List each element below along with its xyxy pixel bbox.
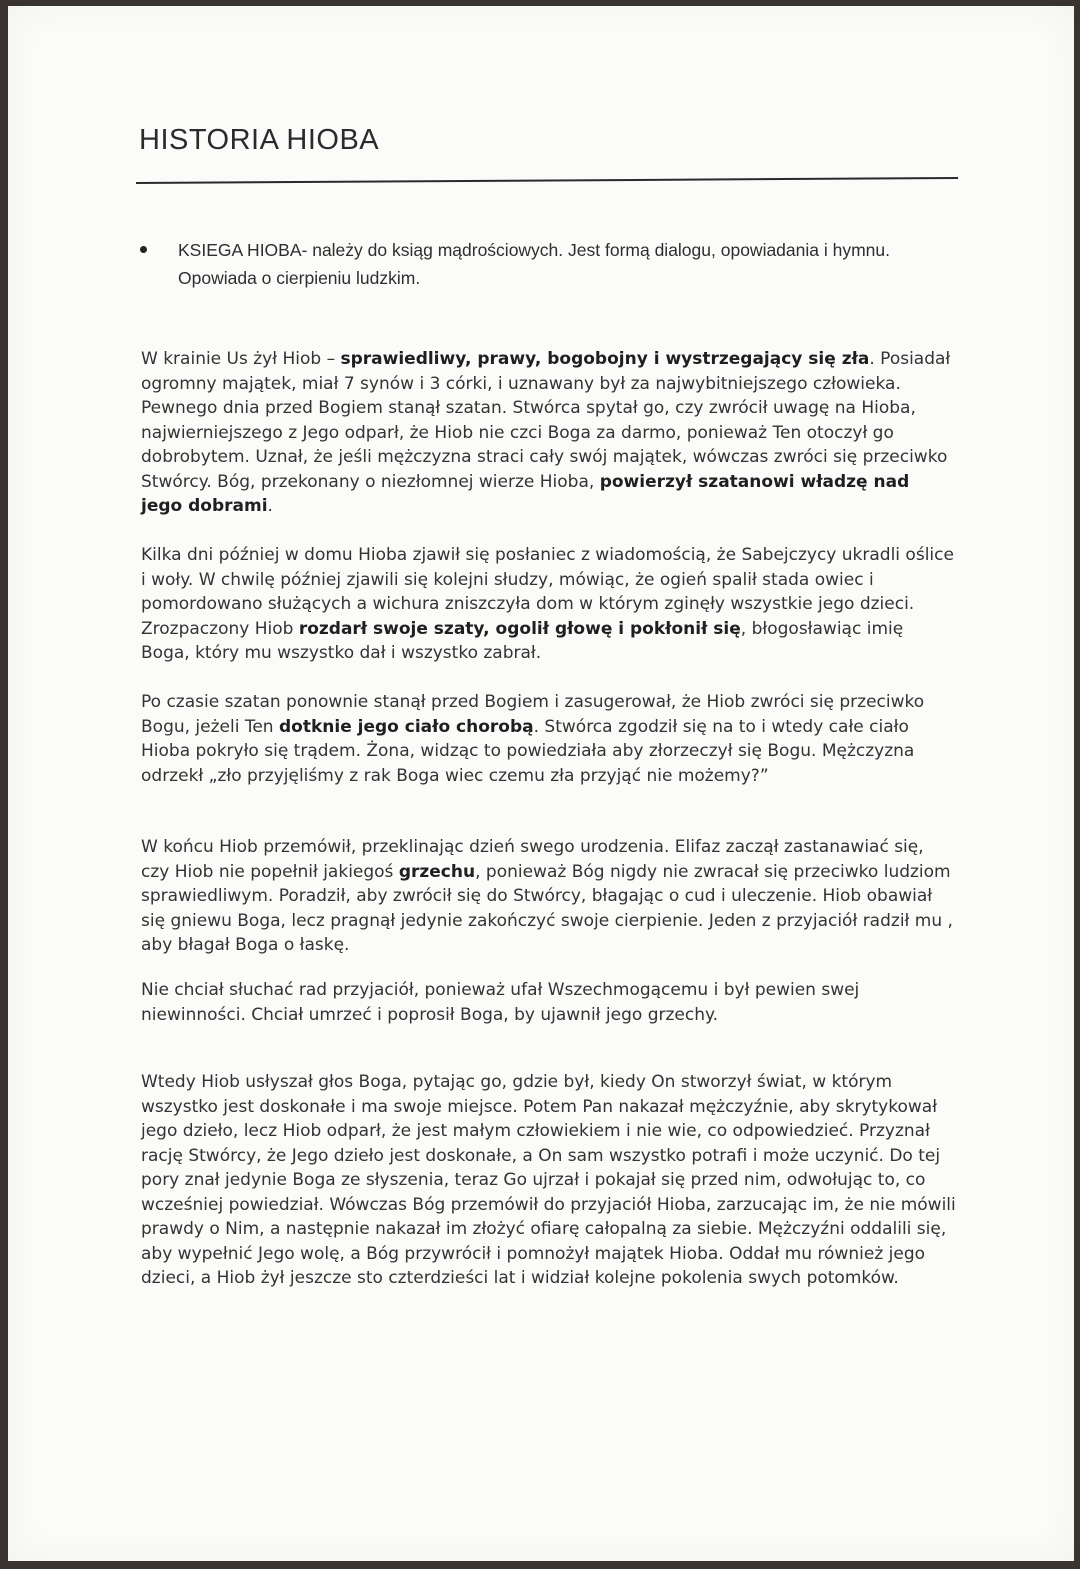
bold-phrase: sprawiedliwy, prawy, bogobojny i wystrzegający się zła (340, 349, 870, 369)
bullet-text: KSIEGA HIOBA- należy do ksiąg mądrościowych. Jest formą dialogu, opowiadania i hymnu. Opowiada o cierpieniu ludzkim. (178, 240, 891, 288)
paragraph-2 (141, 543, 956, 666)
paragraph-text: W krainie Us żył Hiob – (141, 349, 341, 369)
paragraph-1 (141, 347, 956, 519)
paragraph-text: Wtedy Hiob usłyszał głos Boga, pytając go, gdzie był, kiedy On stworzył świat, w którym wszystko jest doskonałe i ma swoje miejsce. Potem Pan nakazał mężczyźnie, aby skrytykował jego dzieło, lecz Hiob odparł, że jest małym człowiekiem i nie wie, co odpowiedzieć. Przyznał rację Stwórcy, że Jego dzieło jest doskonałe, a On sam wszystko potrafi i może uczynić. Do tej pory znał jedynie Boga ze słyszenia, teraz Go ujrzał i pokajał się przed nim, odwołując to, co wcześniej powiedział. Wówczas Bóg przemówił do przyjaciół Hioba, zarzucając im, że nie mówili prawdy o Nim, a następnie nakazał im złożyć ofiarę całopalną za siebie. Mężczyźni oddalili się, aby wypełnić Jego wolę, a Bóg przywrócił i pomnożył majątek Hioba. Oddał mu również jego dzieci, a Hiob żył jeszcze sto czterdzieści lat i widział kolejne pokolenia swych potomków. (141, 1072, 956, 1288)
bold-phrase: powierzył szatanowi władzę nad jego dobrami (141, 471, 910, 516)
paragraph-text: , błogosławiąc imię Boga, który mu wszystko dał i wszystko zabrał. (141, 618, 904, 663)
bold-phrase: grzechu (398, 861, 476, 882)
paragraph-text: Kilka dni później w domu Hioba zjawił się posłaniec z wiadomością, że Sabejczycy ukradli oślice i woły. W chwilę później zjawili się kolejni słudzy, mówiąc, że ogień spalił stada owiec i pomordowano służących a wichura zniszczyła dom w którym zginęły wszystkie jego dzieci. Zrozpaczony Hiob (141, 545, 954, 639)
bullet-dot-icon (140, 246, 147, 253)
paragraph-5 (141, 978, 956, 1027)
paragraph-text: W końcu Hiob przemówił, przeklinając dzień swego urodzenia. Elifaz zaczął zastanawiać się, czy Hiob nie popełnił jakiegoś (141, 837, 924, 882)
paragraph-text: . (267, 496, 273, 516)
paragraph-3 (141, 690, 956, 788)
bold-phrase: dotknie jego ciało chorobą (278, 716, 534, 737)
paragraph-text: . Stwórca zgodził się na to i wtedy całe ciało Hioba pokryło się trądem. Żona, widząc to powiedziała aby złorzeczył się Bogu. Mężczyzna odrzekł „zło przyjęliśmy z rak Boga wiec czemu zła przyjąć nie możemy?” (141, 716, 915, 786)
paragraph-text: Nie chciał słuchać rad przyjaciół, ponieważ ufał Wszechmogącemu i był pewien swej niewinności. Chciał umrzeć i poprosił Boga, by ujawnił jego grzechy. (141, 980, 860, 1025)
paragraph-text: , ponieważ Bóg nigdy nie zwracał się przeciwko ludziom sprawiedliwym. Poradził, aby zwrócił się do Stwórcy, błagając o cud i uleczenie. Hiob obawiał się gniewu Boga, lecz pragnął jedynie zakończyć swoje cierpienie. Jeden z przyjaciół radził mu , aby błagał Boga o łaskę. (141, 861, 953, 955)
page-title: HISTORIA HIOBA (139, 124, 380, 156)
title-divider (136, 177, 958, 184)
paragraph-text: . Posiadał ogromny majątek, miał 7 synów i 3 córki, i uznawany był za najwybitniejszego człowieka. Pewnego dnia przed Bogiem stanął szatan. Stwórca spytał go, czy zwrócił uwagę na Hioba, najwierniejszego z Jego odparł, że Hiob nie czci Boga za darmo, ponieważ Ten otoczył go dobrobytem. Uznał, że jeśli mężczyzna straci cały swój majątek, wówczas zwróci się przeciwko Stwórcy. Bóg, przekonany o niezłomnej wierze Hioba, (141, 349, 951, 492)
bullet-list-item (140, 236, 920, 292)
paragraph-4 (141, 835, 956, 958)
paragraph-text: Po czasie szatan ponownie stanął przed Bogiem i zasugerował, że Hiob zwróci się przeciwko Bogu, jeżeli Ten (141, 692, 925, 737)
document-page (8, 6, 1074, 1561)
paragraph-6 (141, 1070, 956, 1291)
bold-phrase: rozdarł swoje szaty, ogolił głowę i pokłonił się (298, 618, 741, 639)
